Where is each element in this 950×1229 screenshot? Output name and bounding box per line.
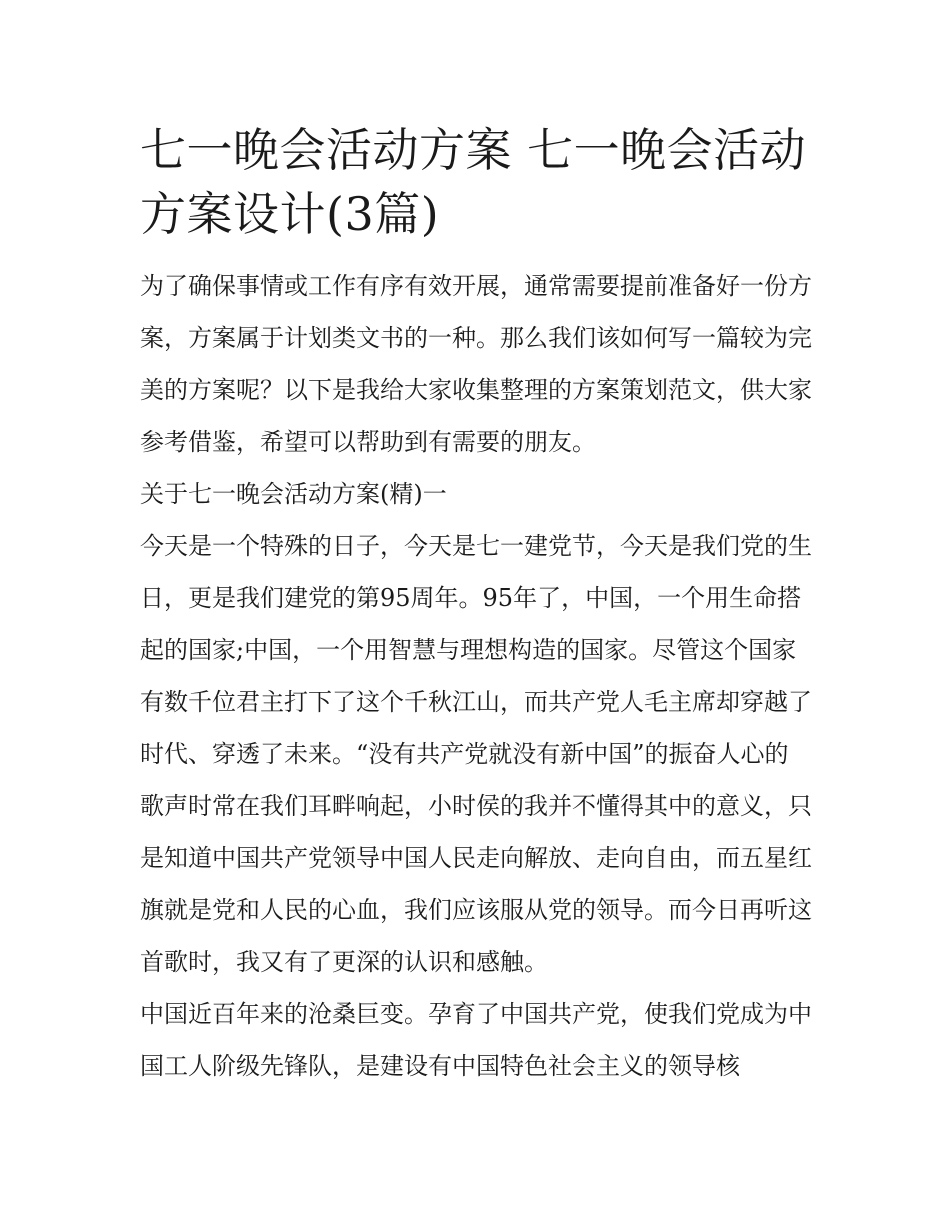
body-paragraph: 今天是一个特殊的日子，今天是七一建党节，今天是我们党的生日，更是我们建党的第95周年。95年了，中国，一个用生命搭起的国家;中国，一个用智慧与理想构造的国家。尽管这个国家有数千位君主打下了这个千秋江山，而共产党人毛主席却穿越了时代、穿透了未来。“没有共产党就没有新中国”的振奋人心的歌声时常在我们耳畔响起，小时侯的我并不懂得其中的意义，只是知道中国共产党领导中国人民走向解放、走向自由，而五星红旗就是党和人民的心血，我们应该服从党的领导。而今日再听这首歌时，我又有了更深的认识和感触。 [140, 532, 812, 976]
document-title: 七一晚会活动方案 七一晚会活动方案设计(3篇) [140, 123, 807, 241]
section-heading: 关于七一晚会活动方案(精)一 [140, 480, 447, 508]
document-body [140, 118, 812, 1092]
intro-paragraph: 为了确保事情或工作有序有效开展，通常需要提前准备好一份方案，方案属于计划类文书的一种。那么我们该如何写一篇较为完美的方案呢？以下是我给大家收集整理的方案策划范文，供大家参考借鉴，希望可以帮助到有需要的朋友。 [140, 272, 812, 456]
body-paragraph: 中国近百年来的沧桑巨变。孕育了中国共产党，使我们党成为中国工人阶级先锋队，是建设有中国特色社会主义的领导核 [140, 1000, 812, 1080]
